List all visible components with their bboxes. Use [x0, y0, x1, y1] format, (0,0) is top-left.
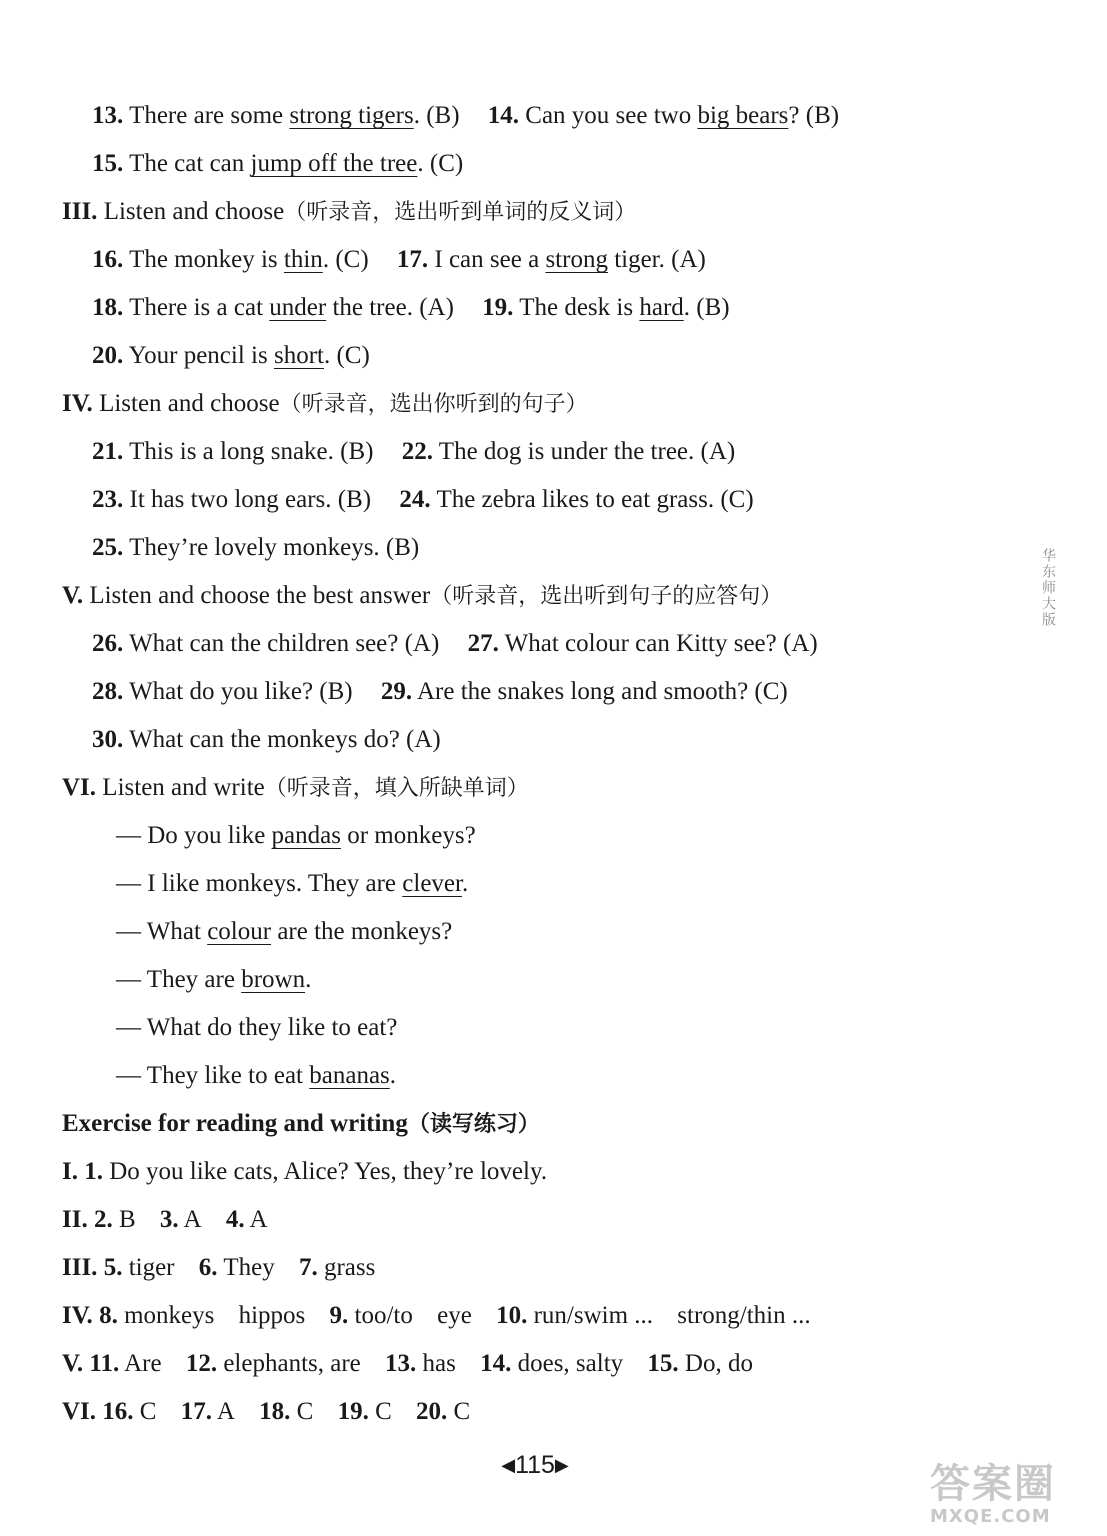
answer-text: tiger. (A) [614, 246, 706, 273]
dialogue-line-5 [116, 1011, 397, 1045]
item-number: 13. [92, 102, 124, 129]
underlined-word: pandas [271, 822, 341, 849]
answer-text: too/to [354, 1302, 413, 1329]
answer-text: A [249, 1206, 268, 1233]
answer-text: B [118, 1206, 136, 1233]
dialogue-text: — They like to eat [116, 1062, 303, 1089]
item-number: 15. [647, 1350, 679, 1377]
underlined-word: short [273, 342, 324, 369]
dialogue-line-4 [116, 963, 311, 997]
publisher-side-text: 华东师大版 [1040, 548, 1056, 628]
dialogue-text: or monkeys? [347, 822, 476, 849]
answer-text: C [453, 1398, 471, 1425]
answer-line-30 [92, 723, 441, 757]
section-title-cn: （听录音，选出听到句子的应答句） [430, 584, 783, 609]
answer-line-26-27 [92, 627, 818, 661]
answer-text: There is a cat [129, 294, 264, 321]
answer-text: ? (B) [788, 102, 840, 129]
answer-text: What colour can Kitty see? (A) [504, 630, 818, 657]
answer-text: The dog is under the tree. (A) [438, 438, 736, 465]
answer-line-20 [92, 339, 370, 373]
underlined-word: jump off the tree [250, 150, 418, 177]
answer-text: run/swim ... [533, 1302, 654, 1329]
dialogue-text: . [389, 1062, 397, 1089]
answer-text: A [216, 1398, 235, 1425]
answer-line-23-24 [92, 483, 754, 517]
answer-text: eye [437, 1302, 472, 1329]
answer-text: The monkey is [129, 246, 278, 273]
answer-line-25 [92, 531, 419, 565]
item-number: 15. [92, 150, 124, 177]
answer-text: What do you like? (B) [129, 678, 353, 705]
underlined-word: strong [545, 246, 608, 273]
watermark-bottom-text: MXQE.COM [930, 1506, 1051, 1527]
section-roman: III. [62, 198, 98, 225]
section-title: Listen and choose [103, 198, 285, 225]
item-number: 4. [225, 1206, 245, 1233]
item-number: 17. [396, 246, 429, 273]
rw-section-vi [62, 1395, 470, 1429]
section-title-cn: （听录音，选出你听到的句子） [279, 392, 588, 417]
answer-text: . (B) [683, 294, 730, 321]
underlined-word: colour [207, 918, 272, 945]
answer-text: The desk is [519, 294, 634, 321]
answer-text: There are some [129, 102, 284, 129]
answer-text: The zebra likes to eat grass. (C) [436, 486, 754, 513]
underlined-word: strong tigers [289, 102, 414, 129]
dialogue-text: . [461, 870, 469, 897]
answer-text: C [375, 1398, 392, 1425]
item-number: 25. [92, 534, 124, 561]
item-number: 11. [89, 1350, 120, 1377]
underlined-word: hard [639, 294, 684, 321]
underlined-word: brown [241, 966, 306, 993]
item-number: 18. [259, 1398, 291, 1425]
section-roman: VI. [62, 1398, 97, 1425]
answer-text: elephants, are [223, 1350, 361, 1377]
underlined-word: under [269, 294, 327, 321]
item-number: 20. [92, 342, 124, 369]
answer-text: C [139, 1398, 157, 1425]
answer-text: Do, do [684, 1350, 753, 1377]
section-heading-v [62, 579, 782, 614]
answer-text: hippos [238, 1302, 306, 1329]
dialogue-text: — What [116, 918, 201, 945]
page-number [0, 1451, 1070, 1480]
answer-text: What can the children see? (A) [129, 630, 440, 657]
rw-section-i [62, 1155, 547, 1189]
item-number: 3. [159, 1206, 179, 1233]
answer-text: Your pencil is [128, 342, 268, 369]
item-number: 13. [385, 1350, 417, 1377]
part-title: Exercise for reading and writing [62, 1110, 408, 1137]
answer-text: grass [323, 1254, 376, 1281]
answer-line-15 [92, 147, 463, 181]
item-number: 12. [185, 1350, 218, 1377]
item-number: 10. [496, 1302, 528, 1329]
item-number: 21. [92, 438, 124, 465]
answer-text: . (C) [323, 342, 370, 369]
answer-line-21-22 [92, 435, 735, 469]
answer-text: the tree. (A) [332, 294, 454, 321]
answer-text: It has two long ears. (B) [129, 486, 372, 513]
item-number: 16. [102, 1398, 134, 1425]
part-title-cn: （读写练习） [407, 1112, 540, 1137]
answer-text: . (C) [417, 150, 464, 177]
dialogue-line-2 [116, 867, 468, 901]
section-roman: IV. [62, 1302, 93, 1329]
item-number: 24. [399, 486, 431, 513]
dialogue-line-6 [116, 1059, 396, 1093]
answer-line-13-14 [92, 99, 839, 133]
item-number: 28. [92, 678, 124, 705]
section-title: Listen and choose the best answer [89, 582, 431, 609]
section-roman: V. [62, 582, 84, 609]
dialogue-text: — Do you like [116, 822, 266, 849]
page-number-text: 115 [515, 1451, 555, 1479]
answer-text: tiger [128, 1254, 175, 1281]
answer-text: does, salty [517, 1350, 624, 1377]
watermark-logo [930, 1462, 1100, 1532]
section-title: Listen and write [102, 774, 265, 801]
item-number: 20. [416, 1398, 448, 1425]
answer-text: monkeys [124, 1302, 215, 1329]
item-number: 9. [329, 1302, 349, 1329]
item-number: 22. [401, 438, 433, 465]
underlined-word: clever [402, 870, 462, 897]
item-number: 30. [92, 726, 124, 753]
answer-text: This is a long snake. (B) [129, 438, 374, 465]
answer-text: . (B) [413, 102, 460, 129]
answer-text: has [422, 1350, 456, 1377]
underlined-word: bananas [309, 1062, 390, 1089]
underlined-word: thin [283, 246, 323, 273]
dialogue-line-3 [116, 915, 452, 949]
section-title-cn: （听录音，选出听到单词的反义词） [284, 200, 637, 225]
section-heading-iv [62, 387, 588, 422]
item-number: 29. [380, 678, 413, 705]
item-number: 19. [337, 1398, 369, 1425]
section-title: Listen and choose [99, 390, 280, 417]
triangle-left-icon: ◀ [501, 1455, 516, 1475]
item-number: 2. [93, 1206, 113, 1233]
answer-text: They [223, 1254, 275, 1281]
section-heading-iii [62, 195, 636, 230]
dialogue-text: — I like monkeys. They are [116, 870, 397, 897]
item-number: 5. [103, 1254, 123, 1281]
answer-text: . (C) [322, 246, 369, 273]
item-number: 14. [480, 1350, 512, 1377]
item-number: 18. [92, 294, 124, 321]
rw-section-iv [62, 1299, 811, 1333]
section-roman: II. [62, 1206, 88, 1233]
section-roman: V. [62, 1350, 84, 1377]
dialogue-text: — What do they like to eat? [116, 1014, 398, 1041]
answer-text: The cat can [129, 150, 245, 177]
dialogue-line-1 [116, 819, 476, 853]
item-number: 7. [298, 1254, 318, 1281]
section-roman: I. [62, 1158, 78, 1185]
answer-text: A [183, 1206, 202, 1233]
answer-line-18-19 [92, 291, 730, 325]
answer-text: Can you see two [525, 102, 692, 129]
answer-line-28-29 [92, 675, 788, 709]
reading-writing-heading [62, 1107, 540, 1142]
item-number: 17. [180, 1398, 212, 1425]
item-number: 27. [467, 630, 499, 657]
item-number: 6. [198, 1254, 218, 1281]
answer-text: Do you like cats, Alice? Yes, they’re lovely. [109, 1158, 548, 1185]
dialogue-text: — They are [116, 966, 235, 993]
item-number: 1. [84, 1158, 103, 1185]
answer-line-16-17 [92, 243, 706, 277]
watermark-top-text: 答案圈 [930, 1461, 1056, 1507]
answer-text: I can see a [434, 246, 540, 273]
answer-text: Are the snakes long and smooth? (C) [417, 678, 788, 705]
section-roman: III. [62, 1254, 98, 1281]
answer-text: They’re lovely monkeys. (B) [129, 534, 420, 561]
rw-section-ii [62, 1203, 268, 1237]
dialogue-text: . [305, 966, 312, 993]
answer-text: Are [124, 1350, 162, 1377]
rw-section-iii [62, 1251, 375, 1285]
rw-section-v [62, 1347, 753, 1381]
answer-text: C [296, 1398, 314, 1425]
answer-text: strong/thin ... [677, 1302, 811, 1329]
answer-text: What can the monkeys do? (A) [129, 726, 441, 753]
triangle-right-icon: ▶ [554, 1455, 569, 1475]
item-number: 8. [99, 1302, 118, 1329]
section-roman: VI. [62, 774, 97, 801]
dialogue-text: are the monkeys? [277, 918, 453, 945]
item-number: 16. [92, 246, 124, 273]
underlined-word: big bears [697, 102, 789, 129]
section-title-cn: （听录音，填入所缺单词） [264, 776, 529, 801]
item-number: 23. [92, 486, 124, 513]
section-roman: IV. [62, 390, 93, 417]
section-heading-vi [62, 771, 529, 806]
item-number: 14. [487, 102, 520, 129]
item-number: 26. [92, 630, 124, 657]
item-number: 19. [482, 294, 514, 321]
